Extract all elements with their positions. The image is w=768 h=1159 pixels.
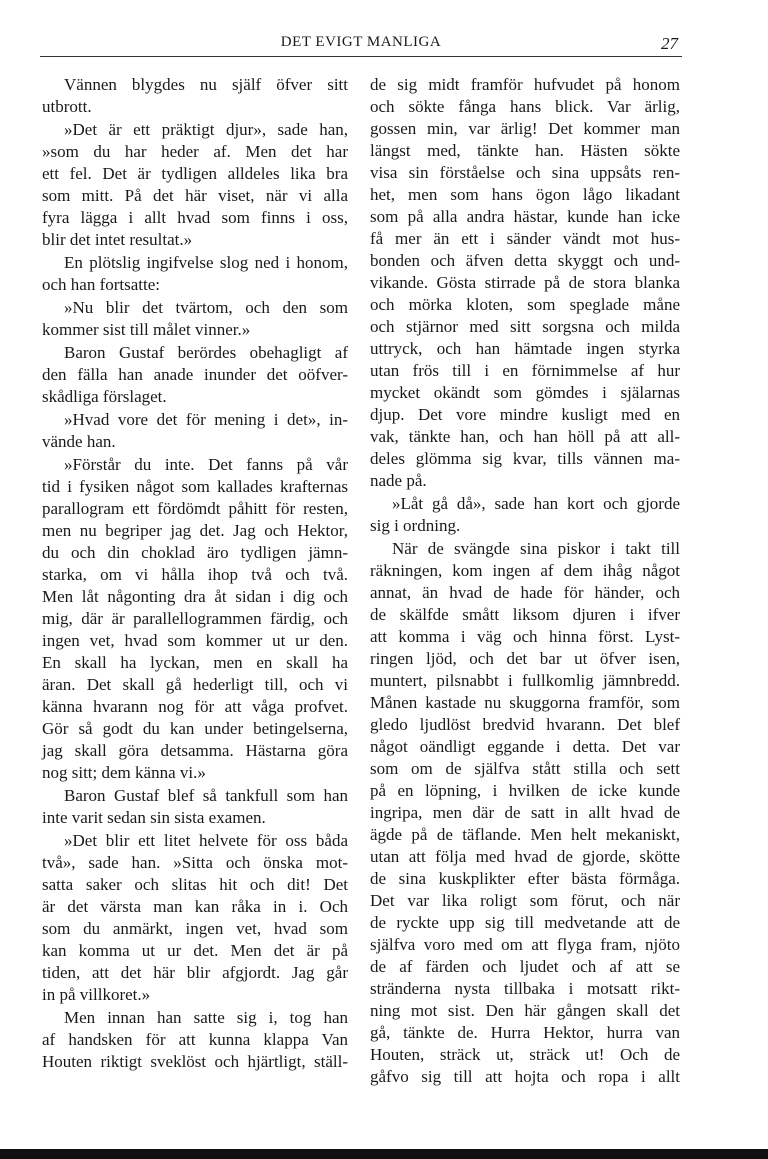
text-line: djup. Det vore mindre kusligt med en — [370, 405, 680, 424]
text-line: utan att följa med hvad de gjorde, skötte — [370, 847, 680, 866]
text-line: kan komma ut ur det. Men det är på — [42, 941, 348, 960]
text-line: Men låt någonting dra åt sidan i dig och — [42, 587, 348, 606]
page-number: 27 — [661, 34, 678, 53]
scan-edge — [0, 1149, 768, 1159]
text-line: känna hvarann nog för att våga profvet. — [42, 697, 348, 716]
text-line: vikande. Gösta stirrade på de stora blanka — [370, 273, 680, 292]
paragraph — [370, 538, 680, 1088]
text-line: blir det intet resultat.» — [42, 230, 193, 249]
text-line: Gör så godt du kan under betingelserna, — [42, 719, 348, 738]
text-line: jag skall göra detsamma. Hästarna göra — [42, 741, 348, 760]
text-line: längst med, tänkte han. Hästen sökte — [370, 141, 680, 160]
text-line: och stjärnor med sitt sorgsna och milda — [370, 317, 680, 336]
text-line: de af färden och ljudet och af att se — [370, 957, 680, 976]
text-line: Månen kastade nu skuggorna framför, som — [370, 693, 680, 712]
text-line: af handsken för att kunna klappa Van — [42, 1030, 348, 1049]
text-line: som du anmärkt, ingen vet, hvad som — [42, 919, 348, 938]
text-line: stränderna nysta tillbaka i motsatt rikt- — [370, 979, 680, 998]
text-line: tid i fysiken något som kallades krafternas — [42, 477, 348, 496]
paragraph — [370, 74, 680, 492]
text-line: ringen ljöd, och det bar ut öfver isen, — [370, 649, 680, 668]
paragraph — [42, 454, 348, 784]
text-line: vände han. — [42, 432, 116, 451]
text-line: gledo ljudlöst bredvid hvarann. Det blef — [370, 715, 680, 734]
text-line: Men innan han satte sig i, tog han — [64, 1008, 348, 1027]
text-line: Det var lika roligt som förut, och när — [370, 891, 680, 910]
text-line: de ryckte upp sig till medvetande att de — [370, 913, 680, 932]
text-line: nog sitt; dem känna vi.» — [42, 763, 206, 782]
paragraph — [42, 74, 348, 118]
text-line: äran. Det skall gå hederligt till, och vi — [42, 675, 348, 694]
text-line: och han fortsatte: — [42, 275, 161, 294]
text-line: Baron Gustaf blef så tankfull som han — [64, 786, 348, 805]
text-line: bonden och äfven detta skyggt och und- — [370, 251, 680, 270]
text-line: de skälfde smått liksom djuren i ifver — [370, 605, 680, 624]
text-line: deles glömma sig kvar, tills vännen ma- — [370, 449, 680, 468]
text-line: ingen vet, hvad som kommer ut ur den. — [42, 631, 348, 650]
paragraph — [42, 297, 348, 341]
text-line: Houten, sträck ut, sträck ut! Och de — [370, 1045, 680, 1064]
text-line: men nu begriper jag det. Jag och Hektor, — [42, 521, 348, 540]
text-line: utan frös till i en förnimmelse af hur — [370, 361, 680, 380]
text-line: ingripa, men där de satt in allt hvad de — [370, 803, 680, 822]
page-header — [40, 30, 682, 57]
text-line: »Hvad vore det för mening i det», in- — [64, 410, 348, 429]
text-line: Vännen blygdes nu själf öfver sitt — [64, 75, 348, 94]
paragraph — [42, 119, 348, 251]
paragraph — [42, 342, 348, 408]
running-title: DET EVIGT MANLIGA — [280, 34, 442, 50]
paragraph — [42, 830, 348, 1006]
text-line: gå, tänkte de. Hurra Hektor, hurra van — [370, 1023, 680, 1042]
right-column — [370, 74, 680, 1089]
text-line: som mitt. På det här viset, när vi alla — [42, 186, 348, 205]
text-line: in på villkoret.» — [42, 985, 151, 1004]
text-line: mig, där är parallellogrammen färdig, och — [42, 609, 348, 628]
text-line: ett fel. Det är tydligen alldeles lika bra — [42, 164, 348, 183]
text-line: visa sin förståelse och sina uppsåts ren- — [370, 163, 680, 182]
text-line: »Det är ett präktigt djur», sade han, — [64, 120, 348, 139]
paragraph — [370, 493, 680, 537]
text-line: räkningen, kom ingen af dem ihåg något — [370, 561, 680, 580]
text-line: själfva voro med om att flyga fram, njöto — [370, 935, 680, 954]
text-line: nade på. — [370, 471, 427, 490]
text-line: du och din choklad äro tydligen jämn- — [42, 543, 348, 562]
text-line: är det värsta man kan råka in i. Och — [42, 897, 348, 916]
text-line: ning mot sist. Den här gången skall det — [370, 1001, 680, 1020]
text-line: att komma i väg och hinna först. Lyst- — [370, 627, 680, 646]
text-line: satta saker och slitas hit och dit! Det — [42, 875, 348, 894]
text-line: uttryck, och han hämtade ingen styrka — [370, 339, 680, 358]
text-line: parallogram ett fördömdt påhitt för resten, — [42, 499, 348, 518]
text-line: de sig midt framför hufvudet på honom — [370, 75, 680, 94]
text-line: fyra lägga i allt hvad som finns i oss, — [42, 208, 348, 227]
text-line: ägde på de täflande. Men helt mekaniskt, — [370, 825, 680, 844]
text-line: mycket okändt som gömdes i själarnas — [370, 383, 680, 402]
paragraph — [42, 252, 348, 296]
text-line: vak, tänkte han, och han höll på att all- — [370, 427, 680, 446]
text-line: som på alla andra hästar, kunde han icke — [370, 207, 680, 226]
text-line: »Låt gå då», sade han kort och gjorde — [392, 494, 680, 513]
text-line: och sökte fånga hans blick. Var ärlig, — [370, 97, 680, 116]
text-line: gossen min, var ärlig! Det kommer man — [370, 119, 680, 138]
text-line: Houten riktigt sveklöst och hjärtligt, ställ- — [42, 1052, 348, 1071]
text-line: »Nu blir det tvärtom, och den som — [64, 298, 348, 317]
text-line: »som du har heder af. Men det har — [42, 142, 348, 161]
text-line: sig i ordning. — [370, 516, 461, 535]
text-line: inte varit sedan sin sista examen. — [42, 808, 266, 827]
text-line: En plötslig ingifvelse slog ned i honom, — [64, 253, 348, 272]
text-line: När de svängde sina piskor i takt till — [392, 539, 680, 558]
text-line: »Förstår du inte. Det fanns på vår — [64, 455, 348, 474]
text-line: muntert, pilsnabbt i fullkomlig jämnbredd. — [370, 671, 680, 690]
text-line: starka, om vi hålla ihop två och två. — [42, 565, 348, 584]
text-line: het, men som hans ögon lågo likadant — [370, 185, 680, 204]
paragraph — [42, 409, 348, 453]
text-line: något oändligt eggande i detta. Det var — [370, 737, 680, 756]
paragraph — [42, 1007, 348, 1073]
text-line: de sina kuskplikter efter bästa förmåga. — [370, 869, 680, 888]
left-column — [42, 74, 348, 1074]
text-line: annat, än hvad de hade för händer, och — [370, 583, 680, 602]
text-line: gåfvo sig till att hojta och ropa i allt — [370, 1067, 680, 1086]
text-line: En skall ha lyckan, men en skall ha — [42, 653, 348, 672]
text-line: få mer än ett i sänder vändt mot hus- — [370, 229, 680, 248]
text-line: kommer sist till målet vinner.» — [42, 320, 251, 339]
text-line: Baron Gustaf berördes obehagligt af — [64, 343, 348, 362]
text-line: och mörka kloten, som speglade måne — [370, 295, 680, 314]
paragraph — [42, 785, 348, 829]
text-line: på en löpning, i hvilken de icke kunde — [370, 781, 680, 800]
text-line: utbrott. — [42, 97, 92, 116]
text-line: två», sade han. »Sitta och önska mot- — [42, 853, 348, 872]
text-line: som om de själfva stått stilla och sett — [370, 759, 680, 778]
text-line: tiden, att det här blir afgjordt. Jag går — [42, 963, 348, 982]
text-line: »Det blir ett litet helvete för oss båda — [64, 831, 348, 850]
text-line: skådliga förslaget. — [42, 387, 167, 406]
text-line: den fälla han anade inunder det oöfver- — [42, 365, 348, 384]
